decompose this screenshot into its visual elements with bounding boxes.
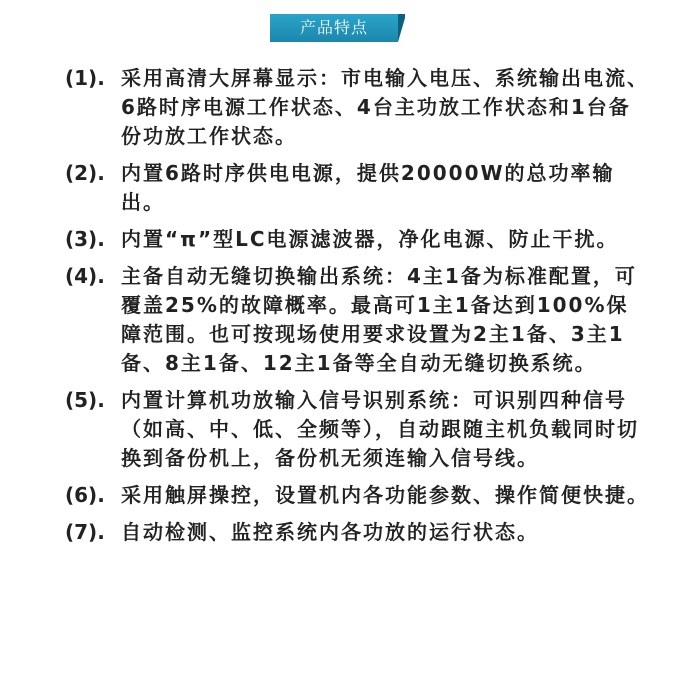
feature-number: (5). [65, 388, 105, 412]
feature-item-4 [65, 262, 650, 378]
feature-number: (1). [65, 66, 105, 90]
feature-item-6 [65, 481, 650, 510]
feature-list [65, 64, 650, 555]
feature-text: 主备自动无缝切换输出系统：4主1备为标准配置，可覆盖25%的故障概率。最高可1主1备达到100%保障范围。也可按现场使用要求设置为2主1备、3主1备、8主1备、12主1备等全自动无缝切换系统。 [121, 264, 637, 375]
feature-item-3 [65, 225, 650, 254]
feature-text: 内置计算机功放输入信号识别系统：可识别四种信号（如高、中、低、全频等），自动跟随主机负载同时切换到备份机上，备份机无须连输入信号线。 [121, 388, 639, 470]
banner-fold-shadow [398, 18, 405, 42]
feature-text: 采用触屏操控，设置机内各功能参数、操作简便快捷。 [121, 483, 649, 507]
feature-item-2 [65, 159, 650, 217]
feature-item-5 [65, 386, 650, 473]
feature-text: 内置6路时序供电电源，提供20000W的总功率输出。 [121, 161, 615, 214]
feature-number: (2). [65, 161, 105, 185]
feature-text: 自动检测、监控系统内各功放的运行状态。 [121, 520, 539, 544]
feature-item-7 [65, 518, 650, 547]
feature-number: (4). [65, 264, 105, 288]
section-title: 产品特点 [270, 14, 398, 42]
feature-number: (7). [65, 520, 105, 544]
section-title-banner [270, 14, 405, 46]
feature-item-1 [65, 64, 650, 151]
feature-number: (6). [65, 483, 105, 507]
feature-text: 内置“π”型LC电源滤波器，净化电源、防止干扰。 [121, 227, 619, 251]
feature-text: 采用高清大屏幕显示：市电输入电压、系统输出电流、6路时序电源工作状态、4台主功放工作状态和1台备份功放工作状态。 [121, 66, 649, 148]
feature-number: (3). [65, 227, 105, 251]
